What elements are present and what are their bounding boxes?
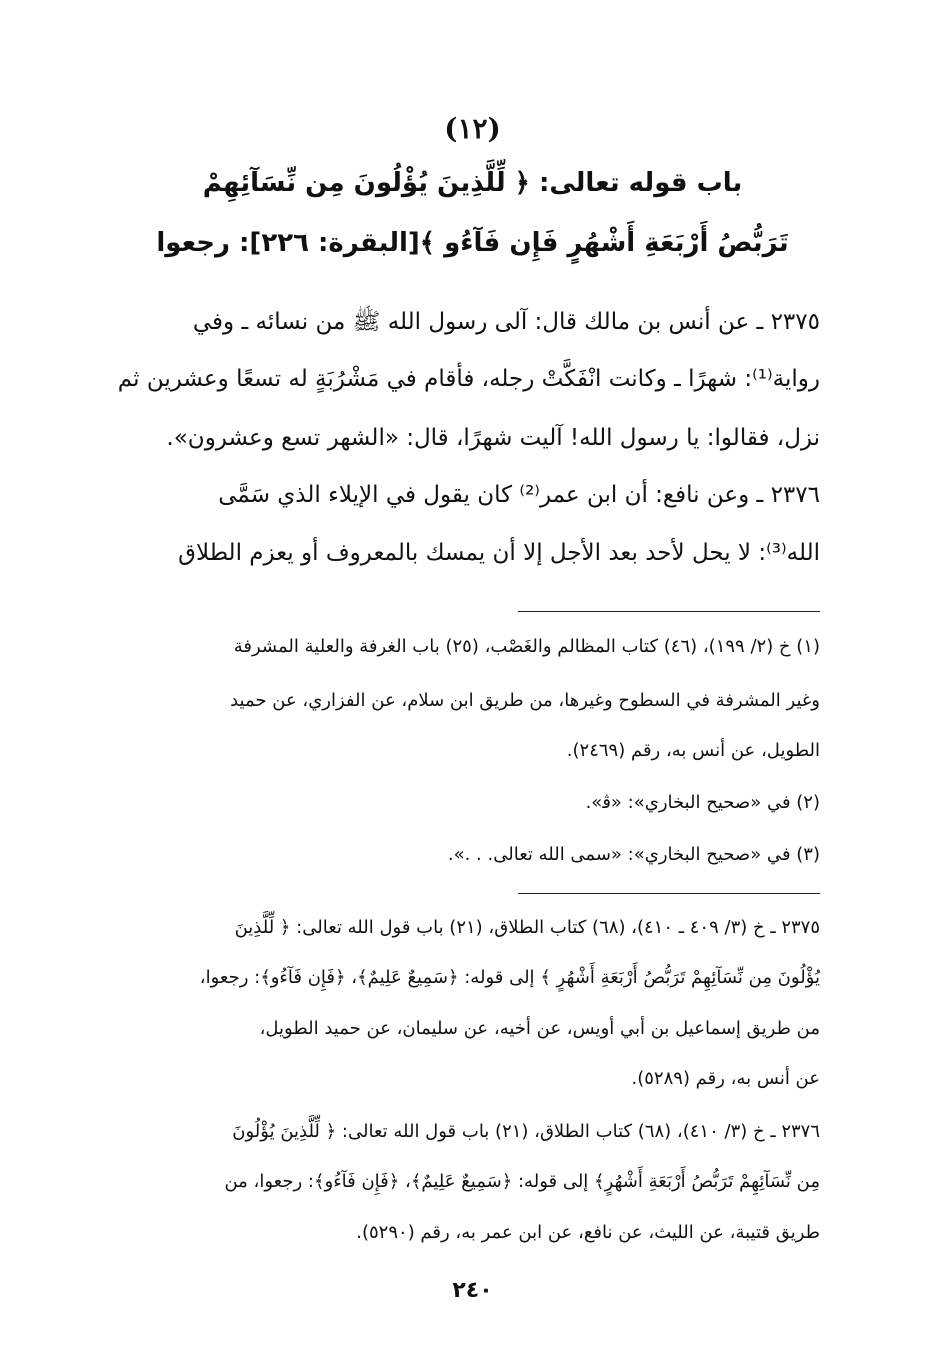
footnote-line: الطويل، عن أنس به، رقم (٢٤٦٩).: [566, 740, 820, 761]
reference-line: مِن نِّسَآئِهِمْ تَرَبُّصُ أَرْبَعَةِ أَشْهُرٍ﴾ إلى قوله: ﴿سَمِيعٌ عَلِيمٌ﴾، ﴿فَإِن فَآءُو﴾: رجعوا، من: [224, 1171, 820, 1192]
footnote-separator: [518, 611, 820, 612]
reference-line: عن أنس به، رقم (٥٢٨٩).: [631, 1068, 820, 1089]
chapter-title-line-1: باب قوله تعالى: ﴿ لِّلَّذِينَ يُؤْلُونَ مِن نِّسَآئِهِمْ: [202, 168, 743, 198]
page-number: ٢٤٠: [452, 1278, 493, 1303]
main-text-line: ٢٣٧٦ ـ وعن نافع: أن ابن عمر⁽²⁾ كان يقول في الإيلاء الذي سَمَّى: [218, 482, 820, 508]
reference-line: يُؤْلُونَ مِن نِّسَآئِهِمْ تَرَبُّصُ أَرْبَعَةِ أَشْهُرٍ ﴾ إلى قوله: ﴿سَمِيعٌ عَلِيمٌ﴾، ﴿فَإِن فَآءُو﴾: رجعوا،: [199, 967, 820, 988]
footnote-line: وغير المشرفة في السطوح وغيرها، من طريق ابن سلام، عن الفزاري، عن حميد: [230, 690, 820, 711]
reference-line: طريق قتيبة، عن الليث، عن نافع، عن ابن عمر به، رقم (٥٢٩٠).: [356, 1222, 820, 1243]
footnote-line: (١) خ (٢/ ١٩٩)، (٤٦) كتاب المظالم والغَصْب، (٢٥) باب الغرفة والعلية المشرفة: [233, 636, 820, 657]
main-text-line: ٢٣٧٥ ـ عن أنس بن مالك قال: آلى رسول الله ﷺ من نسائه ـ وفي: [192, 309, 820, 335]
reference-line: ٢٣٧٥ ـ خ (٣/ ٤٠٩ ـ ٤١٠)، (٦٨) كتاب الطلاق، (٢١) باب قول الله تعالى: ﴿ لِّلَّذِينَ: [234, 917, 820, 938]
references-separator: [518, 893, 820, 894]
main-text-line: رواية⁽¹⁾: شهرًا ـ وكانت انْفَكَّتْ رجله، فأقام في مَشْرُبَةٍ له تسعًا وعشرين ثم: [117, 366, 820, 392]
reference-line: من طريق إسماعيل بن أبي أويس، عن أخيه، عن سليمان، عن حميد الطويل،: [259, 1018, 820, 1039]
chapter-title-line-2: تَرَبُّصُ أَرْبَعَةِ أَشْهُرٍ فَإِن فَآءُو ﴾[البقرة: ٢٢٦]: رجعوا: [156, 228, 789, 258]
main-text-line: الله⁽³⁾: لا يحل لأحد بعد الأجل إلا أن يمسك بالمعروف أو يعزم الطلاق: [178, 540, 820, 566]
footnote-line: (٢) في «صحيح البخاري»: «ﭬ».: [585, 792, 820, 813]
main-text-line: نزل، فقالوا: يا رسول الله! آليت شهرًا، قال: «الشهر تسع وعشرون».: [166, 425, 820, 451]
reference-line: ٢٣٧٦ ـ خ (٣/ ٤١٠)، (٦٨) كتاب الطلاق، (٢١) باب قول الله تعالى: ﴿ لِّلَّذِينَ يُؤْلُونَ: [232, 1121, 820, 1142]
footnote-line: (٣) في «صحيح البخاري»: «سمى الله تعالى. . .».: [447, 844, 820, 865]
chapter-number: (١٢): [444, 112, 501, 145]
